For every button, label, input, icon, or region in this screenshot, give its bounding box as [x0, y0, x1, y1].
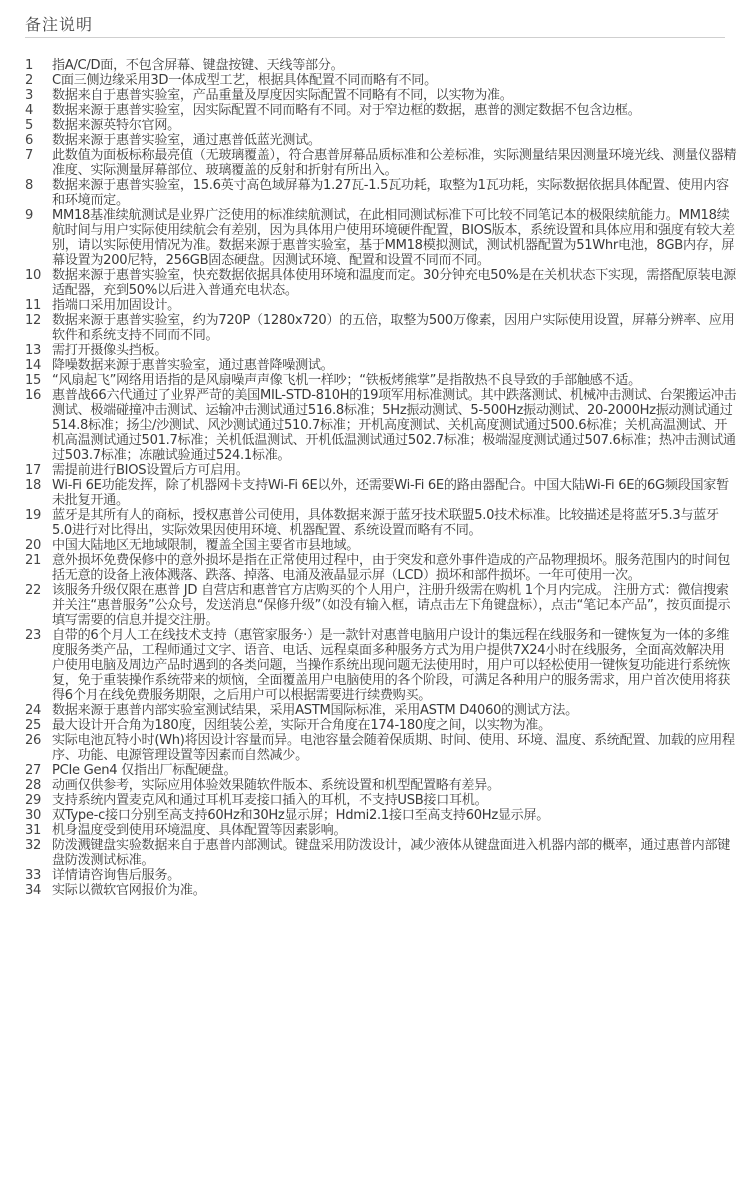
note-text: Wi-Fi 6E功能发挥，除了机器网卡支持Wi-Fi 6E以外，还需要Wi-Fi 6E的路由器配合。中国大陆Wi-Fi 6E的6G频段国家暂未批复开通。 [52, 478, 729, 508]
note-item [25, 733, 737, 763]
note-text: 数据来源于惠普实验室，约为720P（1280x720）的五倍，取整为500万像素，因用户实际使用设置，屏幕分辨率、应用软件和系统支持不同而不同。 [52, 313, 735, 343]
note-number: 14 [25, 358, 42, 373]
note-text: 蓝牙是其所有人的商标，授权惠普公司使用，具体数据来源于蓝牙技术联盟5.0技术标准。比较描述是将蓝牙5.3与蓝牙5.0进行对比得出，实际效果因使用环境、机器配置、系统设置而略有不同。 [52, 508, 719, 538]
note-item [25, 268, 737, 298]
note-text: 动画仅供参考，实际应用体验效果随软件版本、系统设置和机型配置略有差异。 [52, 778, 500, 793]
note-item [25, 88, 737, 103]
note-number: 10 [25, 268, 42, 283]
note-text: 数据来源于惠普实验室，快充数据依据具体使用环境和温度而定。30分钟充电50%是在关机状态下实现，需搭配原装电源适配器，充到50%以后进入普通充电状态。 [52, 268, 736, 298]
note-text: 惠普战66六代通过了业界严苛的美国MIL-STD-810H的19项军用标准测试。其中跌落测试、机械冲击测试、台架搬运冲击测试、极端碰撞冲击测试、运输冲击测试通过516.8标准；5Hz振动测试、5-500Hz振动测试、20-2000Hz振动测试通过514.8标准；扬尘/沙测试、风沙测试通过510.7标准；开机高度测试、关机高度测试通过500.6标准；关机高温测试、开机高温测试通过501.7标准；关机低温测试、开机低温测试通过502.7标准；极端湿度测试通过507.6标准；热冲击测试通过503.7标准；冻融试验通过524.1标准。 [52, 388, 737, 463]
note-item [25, 133, 737, 148]
note-item [25, 553, 737, 583]
note-number: 20 [25, 538, 42, 553]
note-item [25, 478, 737, 508]
note-text: 机身温度受到使用环境温度、具体配置等因素影响。 [52, 823, 347, 838]
note-number: 16 [25, 388, 42, 403]
note-item [25, 763, 737, 778]
note-item [25, 388, 737, 463]
note-number: 29 [25, 793, 42, 808]
note-text: 降噪数据来源于惠普实验室，通过惠普降噪测试。 [52, 358, 334, 373]
note-text: 数据来源于惠普内部实验室测试结果，采用ASTM国际标准，采用ASTM D4060的测试方法。 [52, 703, 578, 718]
note-item [25, 838, 737, 868]
note-number: 24 [25, 703, 42, 718]
note-item [25, 778, 737, 793]
note-item [25, 823, 737, 838]
note-item [25, 58, 737, 73]
note-number: 6 [25, 133, 34, 148]
note-text: 数据来自于惠普实验室，产品重量及厚度因实际配置不同略有不同，以实物为准。 [52, 88, 513, 103]
note-text: PCIe Gen4 仅指出厂标配硬盘。 [52, 763, 237, 778]
note-text: MM18基准续航测试是业界广泛使用的标准续航测试，在此相同测试标准下可比较不同笔记本的极限续航能力。MM18续航时间与用户实际使用续航会有差别，因为具体用户使用环境硬件配置，BIOS版本，系统设置和具体应用和强度有较大差别，请以实际使用情况为准。数据来源于惠普实验室，基于MM18模拟测试，测试机器配置为51Whr电池，8GB内存，屏幕设置为200尼特，256GB固态硬盘。因测试环境、配置和设置不同而不同。 [52, 208, 735, 268]
note-number: 19 [25, 508, 42, 523]
note-text: 需打开摄像头挡板。 [52, 343, 168, 358]
note-item [25, 298, 737, 313]
note-item [25, 313, 737, 343]
note-number: 32 [25, 838, 42, 853]
note-item [25, 538, 737, 553]
note-item [25, 73, 737, 88]
note-item [25, 583, 737, 628]
note-text: 支持系统内置麦克风和通过耳机耳麦接口插入的耳机，不支持USB接口耳机。 [52, 793, 488, 808]
note-number: 17 [25, 463, 42, 478]
note-item [25, 508, 737, 538]
note-item [25, 178, 737, 208]
note-number: 22 [25, 583, 42, 598]
note-text: “风扇起飞”网络用语指的是风扇噪声声像飞机一样吵；“铁板烤熊掌”是指散热不良导致的手部触感不适。 [52, 373, 641, 388]
note-number: 7 [25, 148, 34, 163]
note-number: 13 [25, 343, 42, 358]
note-item [25, 868, 737, 883]
note-item [25, 628, 737, 703]
note-text: 此数值为面板标称最亮值（无玻璃覆盖），符合惠普屏幕品质标准和公差标准，实际测量结果因测量环境光线、测量仪器精准度、实际测量屏幕部位、玻璃覆盖的反射和折射有所出入。 [52, 148, 737, 178]
notes-list [25, 58, 737, 898]
note-text: 需提前进行BIOS设置后方可启用。 [52, 463, 249, 478]
note-number: 15 [25, 373, 42, 388]
note-text: 数据来源于惠普实验室，通过惠普低蓝光测试。 [52, 133, 321, 148]
note-text: 自带的6个月人工在线技术支持（惠管家服务·）是一款针对惠普电脑用户设计的集远程在线服务和一键恢复为一体的多维度服务类产品，工程师通过文字、语音、电话、远程桌面多种服务方式为用户提供7X24小时在线服务，全面高效解决用户使用电脑及周边产品时遇到的各类问题，当操作系统出现问题无法使用时，用户可以轻松使用一键恢复功能进行系统恢复，免于重装操作系统带来的烦恼，全面覆盖用户电脑使用的各个阶段，可满足各种用户的服务需求，用户首次使用将获得6个月在线免费服务期限，之后用户可以根据需要进行续费购买。 [52, 628, 731, 703]
note-text: 指端口采用加固设计。 [52, 298, 180, 313]
note-item [25, 118, 737, 133]
note-item [25, 103, 737, 118]
note-text: 数据来源英特尔官网。 [52, 118, 180, 133]
note-text: 详情请咨询售后服务。 [52, 868, 180, 883]
note-number: 1 [25, 58, 34, 73]
note-number: 30 [25, 808, 42, 823]
note-text: 中国大陆地区无地域限制，覆盖全国主要省市县地域。 [52, 538, 360, 553]
page-title: 备注说明 [25, 15, 94, 34]
note-text: 指A/C/D面，不包含屏幕、键盘按键、天线等部分。 [52, 58, 344, 73]
note-number: 3 [25, 88, 34, 103]
note-number: 27 [25, 763, 42, 778]
note-text: 实际以微软官网报价为准。 [52, 883, 206, 898]
note-text: 双Type-c接口分别至高支持60Hz和30Hz显示屏；Hdmi2.1接口至高支持60Hz显示屏。 [52, 808, 550, 823]
note-text: 意外损坏免费保修中的意外损坏是指在正常使用过程中，由于突发和意外事件造成的产品物理损坏。服务范围内的时间包括无意的设备上液体溅落、跌落、掉落、电涌及液晶显示屏（LCD）损坏和部件损坏。一年可使用一次。 [52, 553, 731, 583]
note-number: 11 [25, 298, 42, 313]
note-number: 5 [25, 118, 34, 133]
note-number: 33 [25, 868, 42, 883]
note-number: 21 [25, 553, 42, 568]
note-number: 28 [25, 778, 42, 793]
note-text: 数据来源于惠普实验室，因实际配置不同而略有不同。对于窄边框的数据，惠普的测定数据不包含边框。 [52, 103, 641, 118]
note-number: 12 [25, 313, 42, 328]
note-item [25, 883, 737, 898]
note-number: 4 [25, 103, 34, 118]
note-text: 最大设计开合角为180度，因组装公差，实际开合角度在174-180度之间，以实物为准。 [52, 718, 551, 733]
note-number: 9 [25, 208, 34, 223]
note-number: 23 [25, 628, 42, 643]
note-item [25, 148, 737, 178]
note-item [25, 373, 737, 388]
note-number: 2 [25, 73, 34, 88]
note-number: 18 [25, 478, 42, 493]
note-item [25, 208, 737, 268]
note-item [25, 343, 737, 358]
note-text: 实际电池瓦特小时(Wh)将因设计容量而异。电池容量会随着保质期、时间、使用、环境、温度、系统配置、加载的应用程序、功能、电源管理设置等因素而自然减少。 [52, 733, 735, 763]
note-text: 数据来源于惠普实验室，15.6英寸高色域屏幕为1.27瓦-1.5瓦功耗，取整为1瓦功耗，实际数据依据具体配置、使用内容和环境而定。 [52, 178, 729, 208]
note-item [25, 718, 737, 733]
note-number: 26 [25, 733, 42, 748]
note-item [25, 358, 737, 373]
note-text: 该服务升级仅限在惠普 JD 自营店和惠普官方店购买的个人用户，注册升级需在购机 1个月内完成。 注册方式：微信搜索并关注“惠普服务”公众号，发送消息“保修升级”（如没有输入框，请点击左下角键盘标），点击“笔记本产品”，按页面提示填写需要的信息并提交注册。 [52, 583, 731, 628]
note-number: 8 [25, 178, 34, 193]
note-text: C面三侧边缘采用3D一体成型工艺，根据具体配置不同而略有不同。 [52, 73, 437, 88]
note-number: 34 [25, 883, 42, 898]
note-item [25, 808, 737, 823]
note-item [25, 703, 737, 718]
note-item [25, 463, 737, 478]
note-number: 25 [25, 718, 42, 733]
note-item [25, 793, 737, 808]
note-number: 31 [25, 823, 42, 838]
note-text: 防泼溅键盘实验数据来自于惠普内部测试。键盘采用防泼设计，减少液体从键盘面进入机器内部的概率，通过惠普内部键盘防泼测试标准。 [52, 838, 731, 868]
title-divider [25, 37, 725, 38]
